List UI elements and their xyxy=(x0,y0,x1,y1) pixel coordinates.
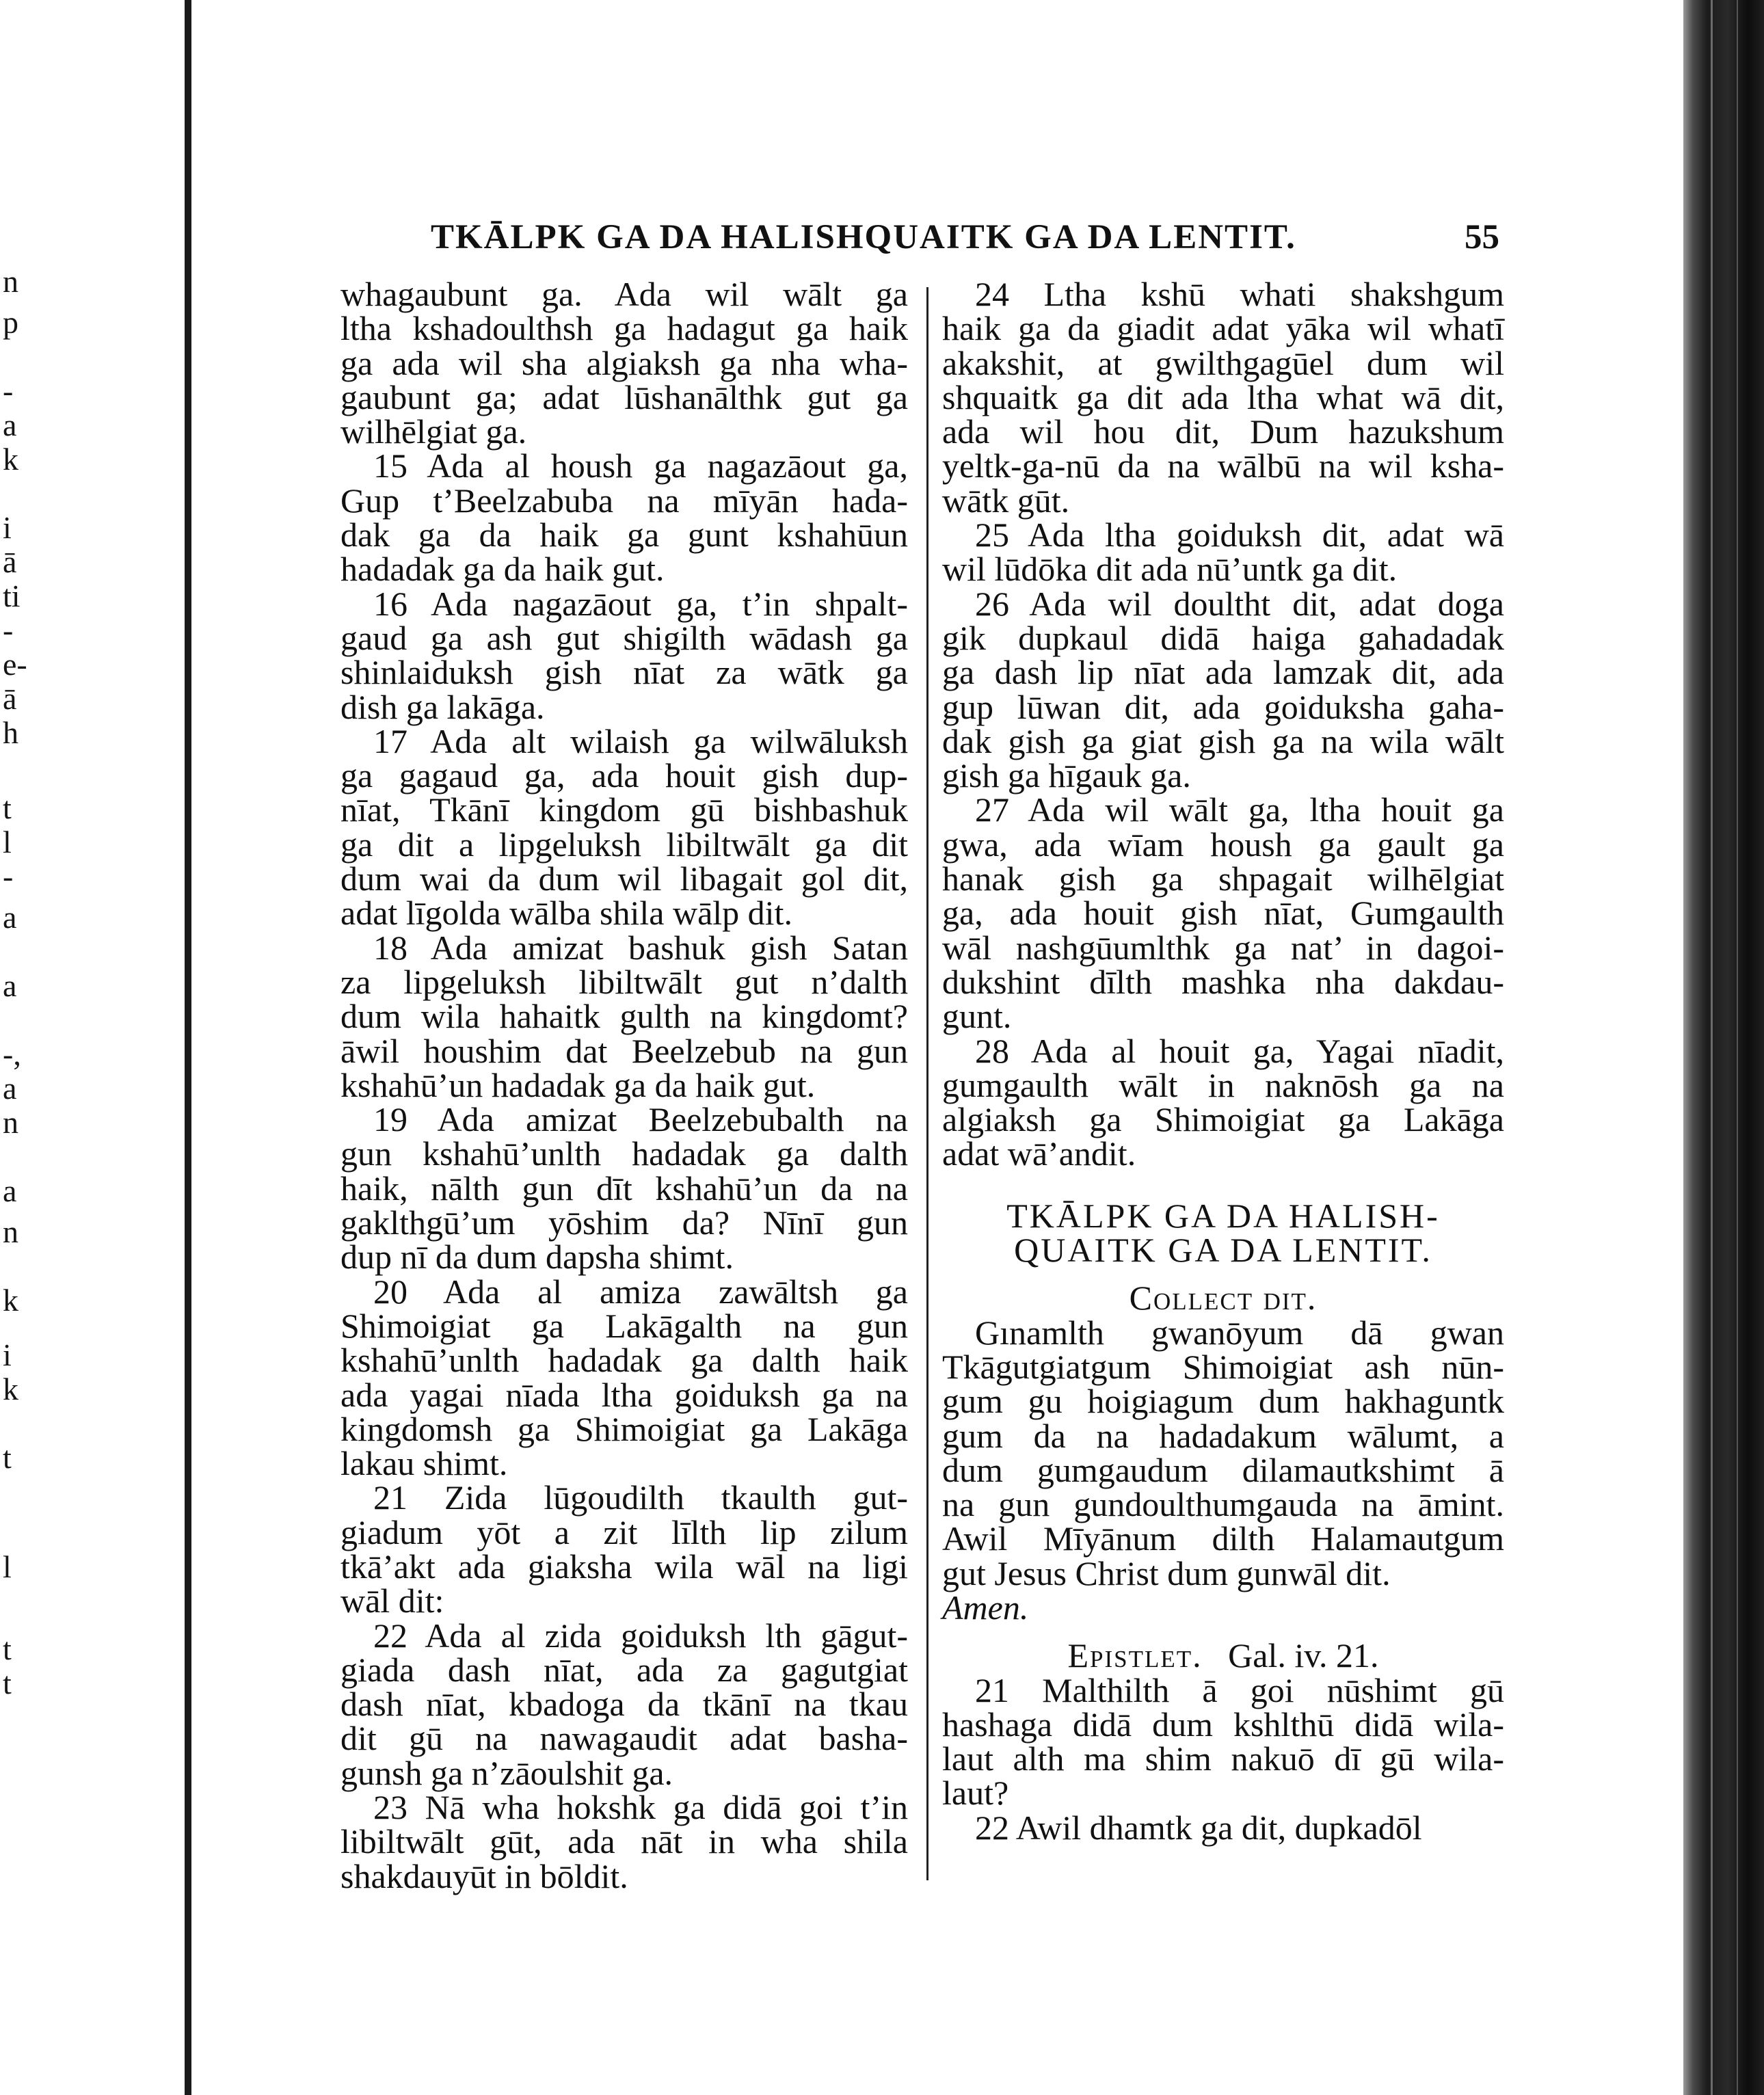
text-line: libiltwālt gūt, ada nāt in wha shila xyxy=(340,1822,908,1861)
text-line: laut alth ma shim nakuō dī gū wila- xyxy=(942,1739,1504,1778)
text-line: dish ga lakāga. xyxy=(340,687,545,726)
text-line: kingdomsh ga Shimoigiat ga Lakāga xyxy=(340,1409,908,1448)
amen: Amen. xyxy=(942,1588,1029,1627)
margin-fragment: a xyxy=(3,900,17,935)
margin-fragment: i xyxy=(3,1337,12,1372)
text-line: hanak gish ga shpagait wilhēlgiat xyxy=(942,859,1504,898)
margin-fragment: - xyxy=(3,613,14,648)
text-line: nīat, Tkānī kingdom gū bishbashuk xyxy=(340,790,908,829)
text-line: 18 Ada amizat bashuk gish Satan xyxy=(373,928,908,967)
text-line: dum wila hahaitk gulth na kingdomt? xyxy=(340,997,908,1036)
text-line: 21 Zida lūgoudilth tkaulth gut- xyxy=(373,1478,908,1517)
spacer xyxy=(942,1171,1504,1199)
epistle-heading xyxy=(942,1636,1504,1675)
text-line: gaklthgū’um yōshim da? Nīnī gun xyxy=(340,1203,908,1242)
text-line: lakau shimt. xyxy=(340,1444,508,1483)
margin-fragment: t xyxy=(3,1666,12,1700)
text-line: wil lūdōka dit ada nū’untk ga dit. xyxy=(942,550,1398,589)
text-line: dak ga da haik ga gunt kshahūun xyxy=(340,516,908,555)
text-line: giada dash nīat, ada za gagutgiat xyxy=(340,1650,908,1689)
column-divider xyxy=(926,287,928,1880)
text-line: 16 Ada nagazāout ga, t’in shpalt- xyxy=(373,584,908,623)
text-line: gaubunt ga; adat lūshanālthk gut ga xyxy=(340,377,908,416)
text-line: whagaubunt ga. Ada wil wālt ga xyxy=(340,275,908,313)
margin-fragment: k xyxy=(3,1283,18,1318)
text-line: dash nīat, kbadoga da tkānī na tkau xyxy=(340,1685,908,1724)
text-line: hashaga didā dum kshlthū didā wila- xyxy=(942,1705,1504,1744)
text-line: kshahū’un hadadak ga da haik gut. xyxy=(340,1065,816,1104)
text-line: dukshint dīlth mashka nha dakdau- xyxy=(942,962,1504,1001)
text-line: 28 Ada al houit ga, Yagai nīadit, xyxy=(975,1031,1504,1070)
text-line: gish ga hīgauk ga. xyxy=(942,756,1191,795)
margin-fragment: a xyxy=(3,1173,17,1208)
text-line: ada wil hou dit, Dum hazukshum xyxy=(942,412,1504,451)
left-column xyxy=(340,277,908,1893)
text-line: dum wai da dum wil libagait gol dit, xyxy=(340,859,908,898)
text-line: na gun gundoulthumgauda na āmint. xyxy=(942,1485,1504,1524)
text-line: 20 Ada al amiza zawāltsh ga xyxy=(373,1272,908,1311)
margin-fragment: ti xyxy=(3,578,21,613)
margin-fragment: p xyxy=(3,305,18,340)
text-line: ga ada wil sha algiaksh ga nha wha- xyxy=(340,343,908,382)
text-line: dum gumgaudum dilamautkshimt ā xyxy=(942,1450,1504,1489)
text-line: 25 Ada ltha goiduksh dit, adat wā xyxy=(975,516,1504,555)
text-line: dak gish ga giat gish ga na wila wālt xyxy=(942,721,1504,760)
text-line: gunsh ga n’zāoulshit ga. xyxy=(340,1753,673,1792)
text-line: Gınamlth gwanōyum dā gwan xyxy=(975,1313,1504,1352)
text-line: adat wā’andit. xyxy=(942,1134,1136,1173)
collect-label: Collect dit. xyxy=(1129,1279,1318,1318)
book-page-edge xyxy=(1683,0,1764,2095)
text-line: gumgaulth wālt in naknōsh ga na xyxy=(942,1065,1504,1104)
text-line: Gup t’Beelzabuba na mīyān hada- xyxy=(340,481,908,520)
text-line: 27 Ada wil wālt ga, ltha houit ga xyxy=(975,790,1504,829)
text-line: haik ga da giadit adat yāka wil whatī xyxy=(942,309,1504,348)
text-line: algiaksh ga Shimoigiat ga Lakāga xyxy=(942,1100,1504,1139)
text-line: giadum yōt a zit līlth lip zilum xyxy=(340,1512,908,1551)
text-line: gik dupkaul didā haiga gahadadak xyxy=(942,618,1504,657)
margin-fragment: n xyxy=(3,1105,18,1140)
text-line: 15 Ada al housh ga nagazāout ga, xyxy=(373,446,908,485)
text-line: gum gu hoigiagum dum hakhaguntk xyxy=(942,1382,1504,1421)
margin-fragment: - xyxy=(3,859,14,894)
section-heading-line-2: QUAITK GA DA LENTIT. xyxy=(1014,1231,1432,1270)
margin-fragment: - xyxy=(3,373,14,408)
text-line: gut Jesus Christ dum gunwāl dit. xyxy=(942,1553,1391,1592)
text-line: ltha kshadoulthsh ga hadagut ga haik xyxy=(340,309,908,348)
text-line: gwa, ada wīam housh ga gault ga xyxy=(942,825,1504,864)
text-line: za lipgeluksh libiltwālt gut n’dalth xyxy=(340,962,908,1001)
text-line: shakdauyūt in bōldit. xyxy=(340,1856,628,1895)
text-line: adat līgolda wālba shila wālp dit. xyxy=(340,894,792,933)
margin-fragment: -, xyxy=(3,1037,21,1071)
text-line: haik, nālth gun dīt kshahū’un da na xyxy=(340,1169,908,1207)
text-line: tkā’akt ada giaksha wila wāl na ligi xyxy=(340,1547,908,1586)
text-line: shinlaiduksh gish nīat za wātk ga xyxy=(340,653,908,692)
margin-fragment: a xyxy=(3,408,17,442)
text-line: akakshit, at gwilthgagūel dum wil xyxy=(942,343,1504,382)
text-line: 17 Ada alt wilaish ga wilwāluksh xyxy=(373,721,908,760)
margin-fragment: h xyxy=(3,715,18,750)
text-line: hadadak ga da haik gut. xyxy=(340,550,665,589)
margin-fragment: ā xyxy=(3,544,17,579)
margin-fragment: t xyxy=(3,1440,12,1475)
margin-fragment: l xyxy=(3,1549,12,1584)
text-line: 24 Ltha kshū whati shakshgum xyxy=(975,275,1504,313)
text-line: shquaitk ga dit ada ltha what wā dit, xyxy=(942,377,1504,416)
text-line: 23 Nā wha hokshk ga didā goi t’in xyxy=(373,1788,908,1827)
text-line: 19 Ada amizat Beelzebubalth na xyxy=(373,1100,908,1139)
epistle-label: Epistlet. xyxy=(1067,1636,1203,1675)
text-line: ga dit a lipgeluksh libiltwālt ga dit xyxy=(340,825,908,864)
text-line: 26 Ada wil doultht dit, adat doga xyxy=(975,584,1504,623)
epistle-reference: Gal. iv. 21. xyxy=(1228,1636,1379,1675)
text-line: gun kshahū’unlth hadadak ga dalth xyxy=(340,1134,908,1173)
margin-fragment: t xyxy=(3,790,12,825)
text-line: wilhēlgiat ga. xyxy=(340,412,527,451)
text-line: āwil houshim dat Beelzebub na gun xyxy=(340,1031,908,1070)
text-line: Shimoigiat ga Lakāgalth na gun xyxy=(340,1306,908,1345)
text-line: wātk gūt. xyxy=(942,481,1070,520)
text-line: dit gū na nawagaudit adat basha- xyxy=(340,1719,908,1758)
text-line: 21 Malthilth ā goi nūshimt gū xyxy=(975,1670,1504,1709)
text-line: wāl dit: xyxy=(340,1582,444,1620)
facing-page-margin xyxy=(0,0,191,2095)
margin-fragment: a xyxy=(3,1071,17,1106)
text-line: ga gagaud ga, ada houit gish dup- xyxy=(340,756,908,795)
text-line: gup lūwan dit, ada goiduksha gaha- xyxy=(942,687,1504,726)
margin-fragment: a xyxy=(3,968,17,1003)
text-line: laut? xyxy=(942,1774,1009,1813)
margin-fragment: ā xyxy=(3,681,17,716)
text-line: wāl nashgūumlthk ga nat’ in dagoi- xyxy=(942,928,1504,967)
margin-fragment: t xyxy=(3,1631,12,1666)
running-head: TKĀLPK GA DA HALISHQUAITK GA DA LENTIT. xyxy=(431,218,1296,256)
text-line: yeltk-ga-nū da na wālbū na wil ksha- xyxy=(942,446,1504,485)
text-line: kshahū’unlth hadadak ga dalth haik xyxy=(340,1341,908,1380)
text-line: ga dash lip nīat ada lamzak dit, ada xyxy=(942,653,1504,692)
text-line: dup nī da dum dapsha shimt. xyxy=(340,1238,734,1277)
page-number: 55 xyxy=(1465,218,1499,256)
text-line: Awil Mīyānum dilth Halamautgum xyxy=(942,1519,1504,1558)
text-line: Tkāgutgiatgum Shimoigiat ash nūn- xyxy=(942,1347,1504,1386)
margin-fragment: l xyxy=(3,825,12,859)
text-line: 22 Awil dhamtk ga dit, dupkadōl xyxy=(975,1808,1422,1847)
text-line: ada yagai nīada ltha goiduksh ga na xyxy=(340,1375,908,1414)
text-line: gaud ga ash gut shigilth wādash ga xyxy=(340,618,908,657)
text-line: ga, ada houit gish nīat, Gumgaulth xyxy=(942,894,1504,933)
margin-fragment: n xyxy=(3,1214,18,1249)
text-line: gum da na hadadakum wālumt, a xyxy=(942,1416,1504,1455)
text-line: gunt. xyxy=(942,997,1012,1036)
right-column xyxy=(942,277,1504,1845)
margin-fragment: n xyxy=(3,264,18,299)
margin-fragment: k xyxy=(3,442,18,477)
margin-fragment: k xyxy=(3,1372,18,1406)
text-line: 22 Ada al zida goiduksh lth gāgut- xyxy=(373,1616,908,1655)
section-heading-line-1: TKĀLPK GA DA HALISH- xyxy=(1006,1196,1440,1235)
margin-fragment: e- xyxy=(3,647,27,682)
margin-fragment: i xyxy=(3,510,12,545)
